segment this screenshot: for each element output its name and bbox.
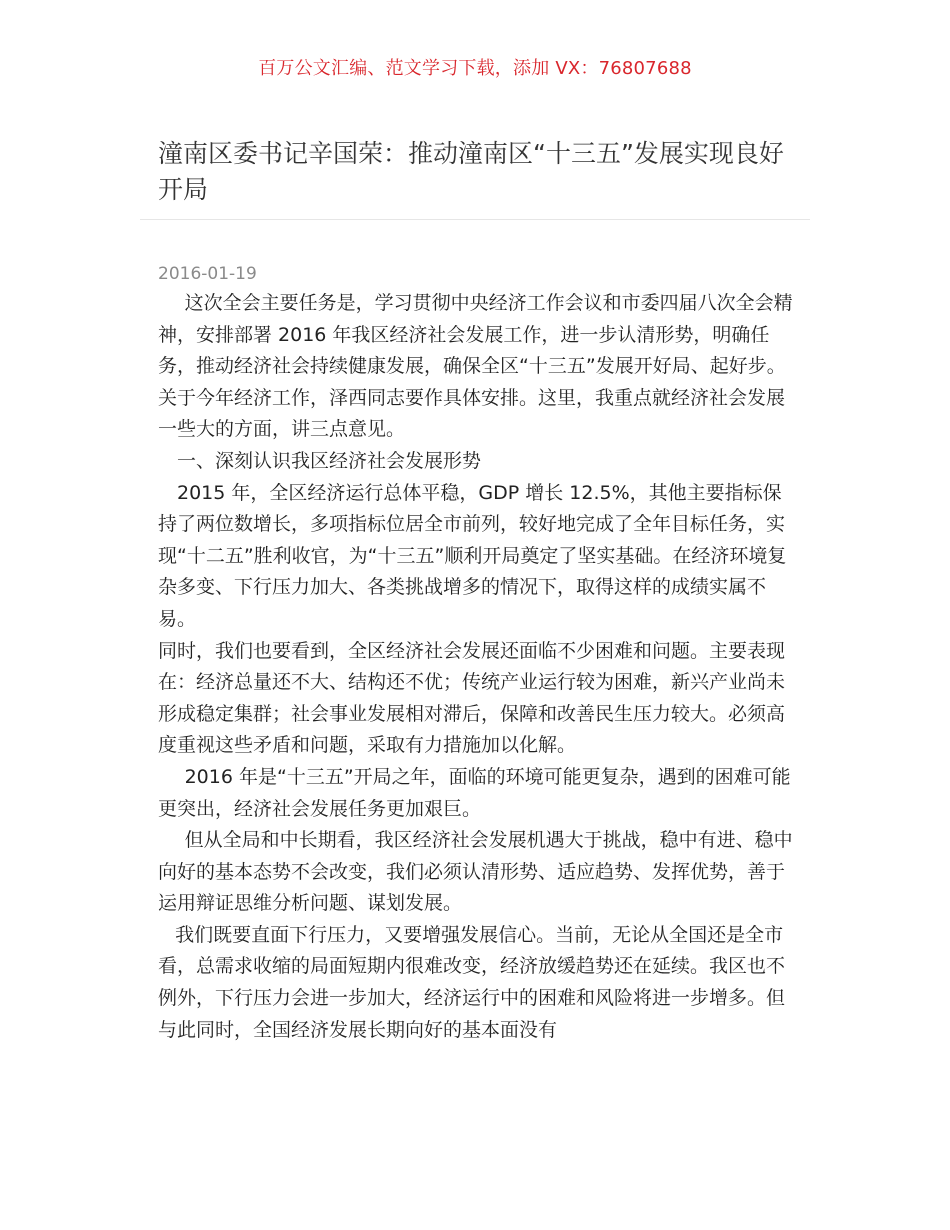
article-title: 潼南区委书记辛国荣：推动潼南区“十三五”发展实现良好开局	[158, 139, 784, 204]
section-heading: 一、深刻认识我区经济社会发展形势	[177, 449, 482, 472]
paragraph: 2015 年，全区经济运行总体平稳，GDP 增长 12.5%，其他主要指标保持了两位数增长，多项指标位居全市前列，较好地完成了全年目标任务，实现“十二五”胜利收官，为“十三五”顺利开局奠定了坚实基础。在经济环境复杂多变、下行压力加大、各类挑战增多的情况下，取得这样的成绩实属不易。	[158, 481, 787, 630]
paragraph: 2016 年是“十三五”开局之年，面临的环境可能更复杂，遇到的困难可能更突出，经济社会发展任务更加艰巨。	[158, 765, 791, 820]
promo-banner: 百万公文汇编、范文学习下载，添加 VX：76807688	[258, 58, 692, 79]
paragraph: 这次全会主要任务是，学习贯彻中央经济工作会议和市委四届八次全会精神，安排部署 2016 年我区经济社会发展工作，进一步认清形势，明确任务，推动经济社会持续健康发展，确保全区“十三五”发展开好局、起好步。	[158, 292, 793, 378]
paragraph: 我们既要直面下行压力，又要增强发展信心。当前，无论从全国还是全市看，总需求收缩的局面短期内很难改变，经济放缓趋势还在延续。我区也不例外，下行压力会进一步加大，经济运行中的困难和风险将进一步增多。但与此同时，全国经济发展长期向好的基本面没有	[158, 923, 786, 1041]
paragraph: 关于今年经济工作，泽西同志要作具体安排。这里，我重点就经济社会发展一些大的方面，讲三点意见。	[158, 386, 786, 441]
title-divider	[140, 219, 810, 220]
article-date: 2016-01-19	[158, 264, 257, 284]
article-body	[158, 288, 794, 1046]
paragraph: 同时，我们也要看到，全区经济社会发展还面临不少困难和问题。主要表现在：经济总量还不大、结构还不优；传统产业运行较为困难，新兴产业尚未形成稳定集群；社会事业发展相对滞后，保障和改善民生压力较大。必须高度重视这些矛盾和问题，采取有力措施加以化解。	[158, 639, 786, 757]
paragraph: 但从全局和中长期看，我区经济社会发展机遇大于挑战，稳中有进、稳中向好的基本态势不会改变，我们必须认清形势、适应趋势、发挥优势，善于运用辩证思维分析问题、谋划发展。	[158, 829, 793, 915]
